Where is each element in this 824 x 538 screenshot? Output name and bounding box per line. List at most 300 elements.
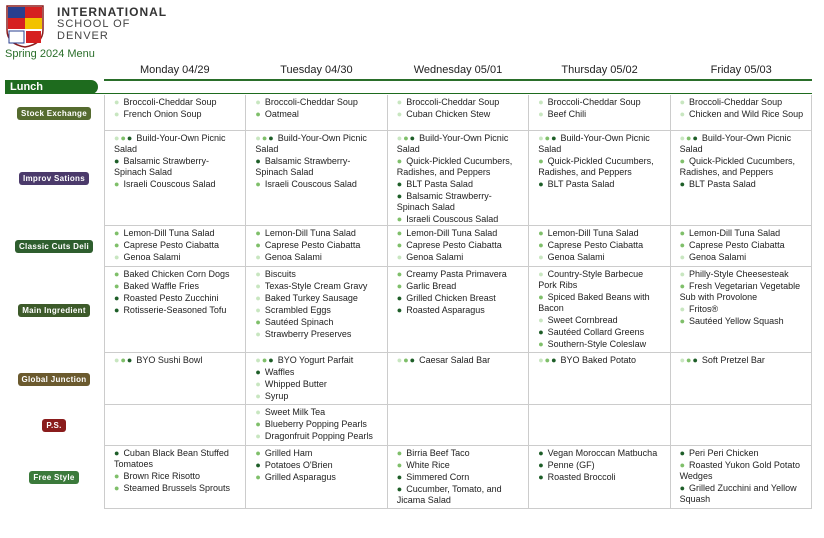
diet-dot-icon: ● [255,329,262,339]
menu-item-label: BLT Pasta Salad [406,179,473,189]
diet-dot-icon: ●●● [114,355,134,365]
day-header-thursday: Thursday 05/02 [561,64,638,76]
menu-item-label: Sweet Cornbread [547,315,618,325]
menu-item-label: Lemon-Dill Tuna Salad [689,228,781,238]
diet-dot-icon: ● [538,179,545,189]
menu-item [255,240,380,251]
menu-item-label: Fritos® [689,304,719,314]
menu-item [114,448,239,470]
menu-item-label: Lemon-Dill Tuna Salad [264,228,356,238]
menu-item-label: Cucumber, Tomato, and Jicama Salad [396,484,502,505]
menu-item [397,460,522,471]
menu-item [255,228,380,239]
diet-dot-icon: ● [114,471,121,481]
menu-item-label: Quick-Pickled Cucumbers, Radishes, and Peppers [396,156,513,177]
menu-item [397,156,522,178]
menu-item-label: Roasted Pesto Zucchini [123,293,219,303]
menu-item [255,109,380,120]
menu-row [104,95,812,131]
menu-item [255,97,380,108]
menu-item [255,379,380,390]
menu-item-label: Baked Chicken Corn Dogs [123,269,230,279]
menu-item-label: Genoa Salami [547,252,605,262]
section-divider [5,93,812,94]
menu-cell [246,95,387,131]
diet-dot-icon: ● [679,97,687,107]
menu-item-label: White Rice [406,460,450,470]
menu-item [114,97,239,108]
menu-item-label: Israeli Couscous Salad [123,179,216,189]
station-logo-label: P.S. [42,419,65,432]
diet-dot-icon: ● [255,367,262,377]
menu-item [680,448,805,459]
menu-item [538,472,663,483]
menu-item [114,281,239,292]
menu-item-label: Country-Style Barbecue Pork Ribs [538,269,644,290]
menu-item [114,269,239,280]
season-title: Spring 2024 Menu [5,48,95,60]
menu-cell [105,353,246,405]
menu-item-label: Cuban Chicken Stew [406,109,491,119]
menu-row [104,226,812,267]
menu-row [104,131,812,226]
menu-item-label: Vegan Moroccan Matbucha [547,448,658,458]
menu-item [255,317,380,328]
diet-dot-icon: ● [255,281,262,291]
menu-item-label: Roasted Yukon Gold Potato Wedges [679,460,800,481]
menu-item-label: Creamy Pasta Primavera [406,269,507,279]
menu-item [397,228,522,239]
menu-item-label: Biscuits [264,269,296,279]
day-header-friday: Friday 05/03 [710,64,772,76]
menu-item-label: Build-Your-Own Picnic Salad [538,133,650,154]
menu-row [104,446,812,509]
menu-item [114,293,239,304]
menu-cell [388,353,529,405]
menu-item [114,355,239,366]
menu-item [680,316,805,327]
menu-item [680,355,805,366]
menu-cell [105,131,246,226]
diet-dot-icon: ●●● [538,133,558,143]
menu-item [255,367,380,378]
menu-cell [246,353,387,405]
menu-item [397,97,522,108]
menu-item [680,156,805,178]
station-logo-free-style [8,446,100,509]
diet-dot-icon: ● [114,483,121,493]
menu-item [255,156,380,178]
menu-item-label: Roasted Broccoli [547,472,616,482]
menu-item [397,305,522,316]
station-logo-p-s- [8,405,100,446]
menu-item-label: Caprese Pesto Ciabatta [123,240,219,250]
menu-cell [671,267,812,353]
menu-item-label: BLT Pasta Salad [689,179,756,189]
menu-item-label: Philly-Style Cheesesteak [689,269,789,279]
menu-item [538,156,663,178]
menu-item-label: Caprese Pesto Ciabatta [547,240,644,250]
menu-item-label: Chicken and Wild Rice Soup [689,109,804,119]
menu-item [680,281,805,303]
menu-item-label: Genoa Salami [264,252,322,262]
menu-cell [105,95,246,131]
menu-item [255,431,380,442]
diet-dot-icon: ● [679,179,687,189]
diet-dot-icon: ● [255,460,262,470]
menu-cell [246,405,387,446]
menu-item-label: Strawberry Preserves [264,329,352,339]
menu-item [397,191,522,213]
menu-item [114,109,239,120]
menu-item-label: Roasted Asparagus [406,305,485,315]
diet-dot-icon: ●●● [114,133,134,143]
station-logo-improv-sations [8,131,100,226]
menu-item-label: Grilled Chicken Breast [406,293,496,303]
diet-dot-icon: ● [538,109,545,119]
menu-item [680,133,805,155]
diet-dot-icon: ● [255,317,262,327]
menu-item-label: Dragonfruit Popping Pearls [264,431,373,441]
menu-item-label: Genoa Salami [406,252,464,262]
menu-cell [671,131,812,226]
menu-cell [246,131,387,226]
menu-item [538,448,663,459]
menu-item [255,419,380,430]
diet-dot-icon: ● [114,293,121,303]
diet-dot-icon: ● [114,448,121,458]
menu-item-label: Broccoli-Cheddar Soup [264,97,358,107]
menu-item-label: Texas-Style Cream Gravy [264,281,368,291]
menu-item [538,228,663,239]
diet-dot-icon: ● [114,305,121,315]
diet-dot-icon: ● [396,269,404,279]
menu-item-label: Sautéed Yellow Squash [689,316,784,326]
diet-dot-icon: ● [396,97,404,107]
station-logo-main-ingredient [8,267,100,353]
menu-row [104,405,812,446]
diet-dot-icon: ● [396,293,404,303]
menu-item-label: Soft Pretzel Bar [701,355,765,365]
menu-cell [529,226,670,267]
menu-cell [529,131,670,226]
menu-item-label: Israeli Couscous Salad [406,214,499,224]
day-headers [104,64,812,81]
diet-dot-icon: ● [114,228,121,238]
menu-cell [246,267,387,353]
menu-item-label: Build-Your-Own Picnic Salad [114,133,226,154]
menu-item [397,269,522,280]
diet-dot-icon: ● [679,483,687,493]
station-logo-label: Global Junction [18,373,91,386]
diet-dot-icon: ● [396,240,404,250]
menu-cell [246,226,387,267]
menu-item-label: BLT Pasta Salad [547,179,615,189]
menu-item [538,109,663,120]
station-logo-classic-cuts-deli [8,226,100,267]
menu-item-label: Broccoli-Cheddar Soup [689,97,783,107]
menu-item-label: Build-Your-Own Picnic Salad [396,133,509,154]
menu-item [114,156,239,178]
menu-item-label: Whipped Butter [264,379,327,389]
menu-row [104,267,812,353]
diet-dot-icon: ● [396,281,404,291]
menu-item [538,97,663,108]
school-name [57,6,167,42]
menu-item [397,472,522,483]
menu-item [538,355,663,366]
menu-item [680,179,805,190]
diet-dot-icon: ● [679,460,687,470]
menu-item [538,179,663,190]
menu-cell [105,446,246,509]
diet-dot-icon: ● [538,448,545,458]
menu-item [397,179,522,190]
menu-item-label: Southern-Style Coleslaw [547,339,647,349]
menu-item [397,484,522,506]
menu-item-label: Build-Your-Own Picnic Salad [679,133,792,154]
menu-item [114,133,239,155]
menu-cell [671,446,812,509]
diet-dot-icon: ● [396,305,404,315]
diet-dot-icon: ● [114,240,121,250]
diet-dot-icon: ● [255,472,262,482]
menu-item [114,483,239,494]
diet-dot-icon: ● [538,97,545,107]
menu-item [114,240,239,251]
diet-dot-icon: ● [538,460,545,470]
diet-dot-icon: ● [538,472,545,482]
menu-item-label: Quick-Pickled Cucumbers, Radishes, and Peppers [538,156,654,177]
day-header-tuesday: Tuesday 04/30 [280,64,353,76]
menu-item [255,293,380,304]
diet-dot-icon: ● [396,109,404,119]
diet-dot-icon: ● [255,379,262,389]
menu-item-label: Lemon-Dill Tuna Salad [547,228,639,238]
diet-dot-icon: ●●● [255,133,275,143]
menu-item [538,292,663,314]
menu-cell [105,267,246,353]
diet-dot-icon: ● [255,431,262,441]
diet-dot-icon: ● [538,269,545,279]
menu-item-label: Cuban Black Bean Stuffed Tomatoes [114,448,229,469]
diet-dot-icon: ● [255,109,262,119]
menu-item [680,483,805,505]
school-crest-logo [5,4,45,48]
diet-dot-icon: ● [255,97,262,107]
diet-dot-icon: ● [679,304,687,314]
menu-item-label: Genoa Salami [689,252,747,262]
menu-item [538,269,663,291]
menu-item-label: Quick-Pickled Cucumbers, Radishes, and Peppers [679,156,796,177]
menu-item [680,304,805,315]
diet-dot-icon: ● [538,339,545,349]
menu-item [538,240,663,251]
diet-dot-icon: ●●● [396,133,417,143]
diet-dot-icon: ● [679,281,687,291]
menu-item [680,109,805,120]
menu-item-label: Balsamic Strawberry-Spinach Salad [396,191,492,212]
diet-dot-icon: ● [255,293,262,303]
diet-dot-icon: ● [114,97,121,107]
menu-item-label: Balsamic Strawberry-Spinach Salad [255,156,351,177]
menu-item-label: Scrambled Eggs [264,305,331,315]
menu-item-label: Sweet Milk Tea [264,407,326,417]
menu-item [397,252,522,263]
diet-dot-icon: ● [114,281,121,291]
menu-item [680,97,805,108]
menu-cell [529,446,670,509]
menu-item-label: Penne (GF) [547,460,595,470]
menu-item [255,407,380,418]
menu-item-label: BYO Yogurt Parfait [277,355,354,365]
menu-item [397,133,522,155]
menu-item [255,305,380,316]
menu-item [397,109,522,120]
menu-cell [388,95,529,131]
menu-item-label: Genoa Salami [123,252,181,262]
menu-item [538,327,663,338]
menu-item [114,228,239,239]
menu-item [255,269,380,280]
station-logo-global-junction [8,353,100,405]
menu-item-label: Beef Chili [547,109,587,119]
diet-dot-icon: ● [679,156,687,166]
diet-dot-icon: ● [255,156,262,166]
menu-cell [105,405,246,446]
menu-item-label: Baked Waffle Fries [123,281,199,291]
menu-item-label: Oatmeal [264,109,299,119]
menu-item-label: Broccoli-Cheddar Soup [547,97,641,107]
menu-item-label: Spiced Baked Beans with Bacon [538,292,650,313]
menu-item [114,179,239,190]
menu-item-label: Garlic Bread [406,281,457,291]
menu-item-label: Potatoes O'Brien [264,460,333,470]
menu-item-label: Birria Beef Taco [406,448,470,458]
menu-item-label: Rotisserie-Seasoned Tofu [123,305,227,315]
station-logo-label: Free Style [29,471,78,484]
menu-item [680,252,805,263]
diet-dot-icon: ● [396,460,404,470]
diet-dot-icon: ● [255,419,262,429]
diet-dot-icon: ● [679,228,687,238]
menu-item-label: Broccoli-Cheddar Soup [406,97,500,107]
diet-dot-icon: ● [538,327,545,337]
menu-item-label: Caprese Pesto Ciabatta [689,240,785,250]
menu-item-label: Simmered Corn [406,472,470,482]
menu-item-label: BYO Baked Potato [560,355,637,365]
menu-item [538,133,663,155]
diet-dot-icon: ●●● [679,133,699,143]
menu-item-label: French Onion Soup [123,109,202,119]
menu-item-label: Israeli Couscous Salad [264,179,357,189]
menu-item [680,460,805,482]
diet-dot-icon: ● [114,252,121,262]
diet-dot-icon: ● [679,316,687,326]
menu-item-label: Fresh Vegetarian Vegetable Sub with Provolone [679,281,801,302]
menu-item [255,281,380,292]
menu-cell [246,446,387,509]
day-header-wednesday: Wednesday 05/01 [413,64,503,76]
menu-item-label: Balsamic Strawberry-Spinach Salad [114,156,209,177]
diet-dot-icon: ● [538,240,545,250]
menu-item-label: Syrup [264,391,289,401]
menu-item [255,133,380,155]
menu-item-label: Steamed Brussels Sprouts [123,483,230,493]
diet-dot-icon: ● [396,252,404,262]
diet-dot-icon: ● [679,269,687,279]
menu-item [680,228,805,239]
menu-item [397,448,522,459]
diet-dot-icon: ● [679,109,687,119]
station-logo-label: Improv Sations [19,172,89,185]
menu-item [255,391,380,402]
diet-dot-icon: ● [396,484,404,494]
diet-dot-icon: ● [538,156,545,166]
menu-item [255,179,380,190]
diet-dot-icon: ● [679,252,687,262]
menu-item-label: Caprese Pesto Ciabatta [264,240,361,250]
day-header-monday: Monday 04/29 [139,64,210,76]
menu-row [104,353,812,405]
diet-dot-icon: ● [679,448,687,458]
menu-item [114,471,239,482]
diet-dot-icon: ● [255,252,262,262]
menu-cell [105,226,246,267]
diet-dot-icon: ● [255,305,262,315]
menu-item-label: Lemon-Dill Tuna Salad [406,228,498,238]
diet-dot-icon: ● [255,240,262,250]
menu-cell [529,405,670,446]
diet-dot-icon: ● [255,228,262,238]
menu-item [397,214,522,225]
menu-item [538,460,663,471]
diet-dot-icon: ●●● [396,355,417,365]
diet-dot-icon: ● [679,240,687,250]
diet-dot-icon: ● [538,228,545,238]
diet-dot-icon: ● [396,179,404,189]
menu-item [397,293,522,304]
menu-item [680,269,805,280]
menu-item [255,460,380,471]
diet-dot-icon: ● [255,269,262,279]
menu-item [680,240,805,251]
menu-cell [388,446,529,509]
menu-cell [671,405,812,446]
station-logo-stock-exchange [8,95,100,131]
diet-dot-icon: ●●● [255,355,275,365]
diet-dot-icon: ● [114,269,121,279]
menu-item-label: Grilled Ham [264,448,313,458]
diet-dot-icon: ● [538,252,545,262]
diet-dot-icon: ● [255,179,262,189]
menu-cell [529,353,670,405]
menu-item [538,339,663,350]
menu-cell [388,131,529,226]
diet-dot-icon: ● [396,228,404,238]
diet-dot-icon: ●●● [679,355,699,365]
menu-item-label: Build-Your-Own Picnic Salad [255,133,367,154]
diet-dot-icon: ● [396,472,404,482]
menu-item [114,252,239,263]
menu-item [255,448,380,459]
diet-dot-icon: ● [114,109,121,119]
school-name-line2: SCHOOL OF [57,18,131,30]
menu-item-label: Lemon-Dill Tuna Salad [123,228,215,238]
menu-item-label: Grilled Asparagus [264,472,336,482]
diet-dot-icon: ● [396,214,404,224]
menu-item [255,252,380,263]
